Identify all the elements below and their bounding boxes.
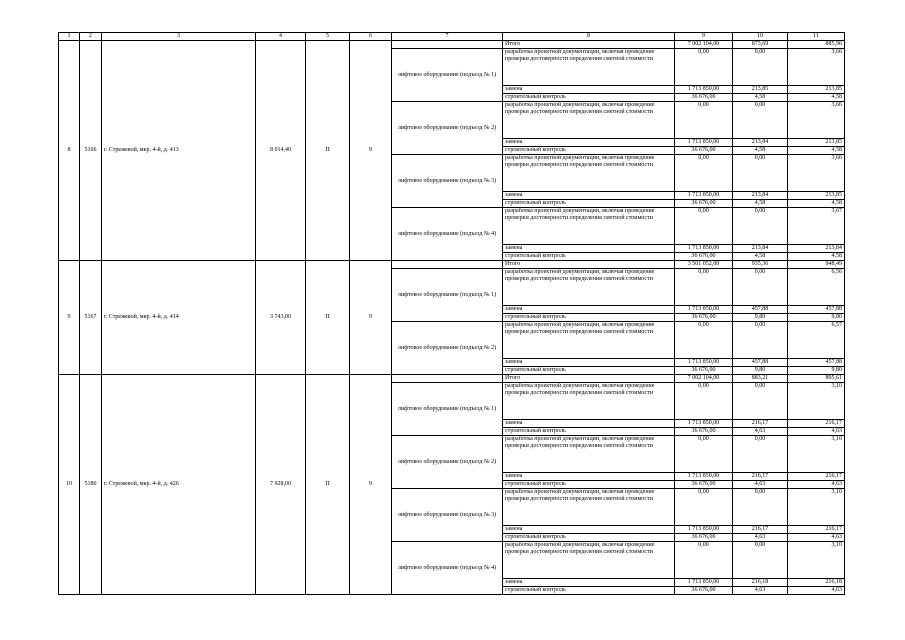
cost-total: 1 713 850,00 — [675, 579, 733, 587]
row-number: 9 — [59, 261, 80, 375]
cost-per-sqm: 4,63 — [733, 428, 788, 436]
cost-limit: 213,85 — [788, 86, 845, 94]
col-header: 3 — [102, 33, 256, 41]
cost-per-sqm: 4,63 — [733, 481, 788, 489]
cost-per-sqm: 0,00 — [733, 102, 788, 139]
cost-limit: 948,49 — [788, 261, 845, 269]
cost-limit: 3,10 — [788, 542, 845, 579]
wall-type: П — [306, 41, 350, 261]
cost-limit: 457,88 — [788, 359, 845, 367]
cost-total: 0,00 — [675, 49, 733, 86]
work-label: замена — [503, 306, 675, 314]
work-label: разработка проектной документации, включая проведение проверки достоверности определения сметной стоимости — [503, 102, 675, 139]
house-code: 5167 — [80, 261, 102, 375]
cost-limit: 213,85 — [788, 192, 845, 200]
row-number: 8 — [59, 41, 80, 261]
work-label: разработка проектной документации, включая проведение проверки достоверности определения сметной стоимости — [503, 436, 675, 473]
work-label: замена — [503, 473, 675, 481]
cost-total: 36 676,00 — [675, 200, 733, 208]
cost-limit: 216,17 — [788, 526, 845, 534]
header-row — [59, 33, 845, 41]
cost-per-sqm: 457,88 — [733, 306, 788, 314]
lift-entrance-name: лифтовое оборудование (подъезд № 2) — [392, 436, 503, 489]
empty-cell — [392, 41, 503, 49]
work-label: строительный контроль — [503, 200, 675, 208]
floor-count: 9 — [350, 41, 392, 261]
cost-per-sqm: 213,84 — [733, 192, 788, 200]
work-label: замена — [503, 579, 675, 587]
col-header: 10 — [733, 33, 788, 41]
cost-limit: 4,63 — [788, 587, 845, 595]
cost-limit: 3,66 — [788, 49, 845, 86]
work-label: Итого — [503, 375, 675, 383]
cost-limit: 885,96 — [788, 41, 845, 49]
cost-total: 1 713 850,00 — [675, 86, 733, 94]
cost-total: 36 676,00 — [675, 428, 733, 436]
lift-entrance-name: лифтовое оборудование (подъезд № 2) — [392, 322, 503, 375]
lift-entrance-name: лифтовое оборудование (подъезд № 3) — [392, 155, 503, 208]
cost-per-sqm: 216,17 — [733, 420, 788, 428]
work-label: строительный контроль — [503, 147, 675, 155]
work-label: замена — [503, 359, 675, 367]
cost-per-sqm: 883,21 — [733, 375, 788, 383]
cost-limit: 3,10 — [788, 383, 845, 420]
cost-per-sqm: 0,00 — [733, 383, 788, 420]
work-label: замена — [503, 192, 675, 200]
work-label: Итого — [503, 41, 675, 49]
work-label: замена — [503, 526, 675, 534]
cost-total: 1 713 850,00 — [675, 306, 733, 314]
lift-entrance-name: лифтовое оборудование (подъезд № 4) — [392, 208, 503, 261]
cost-limit: 4,58 — [788, 253, 845, 261]
lift-entrance-name: лифтовое оборудование (подъезд № 1) — [392, 49, 503, 102]
table-body — [59, 41, 845, 595]
work-label: разработка проектной документации, включая проведение проверки достоверности определения сметной стоимости — [503, 489, 675, 526]
floor-count: 9 — [350, 261, 392, 375]
row-number: 10 — [59, 375, 80, 595]
work-label: строительный контроль — [503, 587, 675, 595]
house-address: г. Стрежевой, мкр. 4-й, д. 413 — [102, 41, 256, 261]
work-label: разработка проектной документации, включая проведение проверки достоверности определения сметной стоимости — [503, 269, 675, 306]
cost-limit: 216,17 — [788, 473, 845, 481]
cost-limit: 4,58 — [788, 147, 845, 155]
cost-per-sqm: 4,58 — [733, 200, 788, 208]
cost-per-sqm: 873,69 — [733, 41, 788, 49]
cost-per-sqm: 0,00 — [733, 542, 788, 579]
work-label: строительный контроль — [503, 534, 675, 542]
work-label: разработка проектной документации, включая проведение проверки достоверности определения сметной стоимости — [503, 155, 675, 192]
work-label: разработка проектной документации, включая проведение проверки достоверности определения сметной стоимости — [503, 383, 675, 420]
cost-limit: 6,57 — [788, 322, 845, 359]
cost-per-sqm: 0,00 — [733, 322, 788, 359]
cost-per-sqm: 213,84 — [733, 139, 788, 147]
cost-limit: 6,56 — [788, 269, 845, 306]
cost-per-sqm: 4,63 — [733, 534, 788, 542]
cost-total: 36 676,00 — [675, 94, 733, 102]
wall-type: П — [306, 375, 350, 595]
cost-total: 1 713 850,00 — [675, 420, 733, 428]
lift-entrance-name: лифтовое оборудование (подъезд № 1) — [392, 269, 503, 322]
cost-limit: 3,10 — [788, 436, 845, 473]
cost-limit: 9,80 — [788, 367, 845, 375]
cost-total: 1 713 850,00 — [675, 473, 733, 481]
work-label: разработка проектной документации, включая проведение проверки достоверности определения сметной стоимости — [503, 542, 675, 579]
wall-type: П — [306, 261, 350, 375]
house-code: 5180 — [80, 375, 102, 595]
cost-total: 0,00 — [675, 489, 733, 526]
cost-per-sqm: 0,00 — [733, 155, 788, 192]
floor-count: 9 — [350, 375, 392, 595]
work-label: замена — [503, 420, 675, 428]
cost-per-sqm: 0,00 — [733, 436, 788, 473]
cost-limit: 4,63 — [788, 428, 845, 436]
cost-total: 36 676,00 — [675, 481, 733, 489]
col-header: 7 — [392, 33, 503, 41]
house-code: 5166 — [80, 41, 102, 261]
cost-per-sqm: 4,63 — [733, 587, 788, 595]
col-header: 11 — [788, 33, 845, 41]
cost-per-sqm: 935,36 — [733, 261, 788, 269]
cost-total: 1 713 850,00 — [675, 526, 733, 534]
work-label: строительный контроль — [503, 314, 675, 322]
cost-limit: 3,67 — [788, 208, 845, 245]
cost-total: 36 676,00 — [675, 253, 733, 261]
table-row — [59, 261, 845, 269]
col-header: 6 — [350, 33, 392, 41]
cost-limit: 213,84 — [788, 245, 845, 253]
empty-cell — [392, 261, 503, 269]
cost-per-sqm: 9,80 — [733, 367, 788, 375]
col-header: 8 — [503, 33, 675, 41]
cost-limit: 4,63 — [788, 481, 845, 489]
work-label: разработка проектной документации, включая проведение проверки достоверности определения сметной стоимости — [503, 322, 675, 359]
work-label: замена — [503, 139, 675, 147]
cost-total: 36 676,00 — [675, 587, 733, 595]
cost-total: 36 676,00 — [675, 534, 733, 542]
capital-repair-table — [58, 32, 845, 595]
cost-limit: 4,63 — [788, 534, 845, 542]
col-header: 9 — [675, 33, 733, 41]
lift-entrance-name: лифтовое оборудование (подъезд № 3) — [392, 489, 503, 542]
col-header: 4 — [256, 33, 306, 41]
table-row — [59, 41, 845, 49]
cost-per-sqm: 9,80 — [733, 314, 788, 322]
cost-per-sqm: 0,00 — [733, 208, 788, 245]
cost-total: 36 676,00 — [675, 147, 733, 155]
cost-total: 0,00 — [675, 155, 733, 192]
cost-per-sqm: 0,00 — [733, 269, 788, 306]
cost-per-sqm: 216,18 — [733, 579, 788, 587]
cost-limit: 457,88 — [788, 306, 845, 314]
lift-entrance-name: лифтовое оборудование (подъезд № 2) — [392, 102, 503, 155]
cost-total: 1 713 850,00 — [675, 192, 733, 200]
cost-per-sqm: 216,17 — [733, 526, 788, 534]
work-label: разработка проектной документации, включая проведение проверки достоверности определения сметной стоимости — [503, 49, 675, 86]
cost-total: 36 676,00 — [675, 314, 733, 322]
cost-total: 7 002 104,00 — [675, 41, 733, 49]
cost-total: 7 002 104,00 — [675, 375, 733, 383]
cost-total: 1 713 850,00 — [675, 245, 733, 253]
col-header: 5 — [306, 33, 350, 41]
house-address: г. Стрежевой, мкр. 4-й, д. 414 — [102, 261, 256, 375]
cost-total: 0,00 — [675, 322, 733, 359]
work-label: Итого — [503, 261, 675, 269]
work-label: строительный контроль — [503, 481, 675, 489]
house-area: 7 928,00 — [256, 375, 306, 595]
cost-per-sqm: 4,58 — [733, 147, 788, 155]
cost-per-sqm: 0,00 — [733, 49, 788, 86]
cost-total: 0,00 — [675, 542, 733, 579]
lift-entrance-name: лифтовое оборудование (подъезд № 4) — [392, 542, 503, 595]
cost-limit: 3,10 — [788, 489, 845, 526]
cost-per-sqm: 0,00 — [733, 489, 788, 526]
cost-limit: 216,18 — [788, 579, 845, 587]
work-label: замена — [503, 86, 675, 94]
col-header: 1 — [59, 33, 80, 41]
cost-total: 0,00 — [675, 436, 733, 473]
cost-limit: 4,58 — [788, 200, 845, 208]
cost-total: 1 713 850,00 — [675, 359, 733, 367]
cost-per-sqm: 4,58 — [733, 253, 788, 261]
cost-limit: 9,80 — [788, 314, 845, 322]
cost-total: 1 713 850,00 — [675, 139, 733, 147]
cost-total: 0,00 — [675, 383, 733, 420]
cost-per-sqm: 216,17 — [733, 473, 788, 481]
cost-per-sqm: 213,85 — [733, 86, 788, 94]
cost-limit: 3,66 — [788, 102, 845, 139]
cost-per-sqm: 457,88 — [733, 359, 788, 367]
cost-per-sqm: 4,58 — [733, 94, 788, 102]
col-header: 2 — [80, 33, 102, 41]
table-row — [59, 375, 845, 383]
cost-limit: 213,85 — [788, 139, 845, 147]
work-label: строительный контроль — [503, 253, 675, 261]
work-label: строительный контроль — [503, 428, 675, 436]
work-label: строительный контроль — [503, 367, 675, 375]
lift-entrance-name: лифтовое оборудование (подъезд № 1) — [392, 383, 503, 436]
cost-total: 3 501 052,00 — [675, 261, 733, 269]
cost-total: 0,00 — [675, 269, 733, 306]
cost-limit: 4,58 — [788, 94, 845, 102]
house-address: г. Стрежевой, мкр. 4-й, д. 426 — [102, 375, 256, 595]
work-label: строительный контроль — [503, 94, 675, 102]
work-label: замена — [503, 245, 675, 253]
cost-limit: 3,66 — [788, 155, 845, 192]
cost-total: 0,00 — [675, 208, 733, 245]
empty-cell — [392, 375, 503, 383]
work-label: разработка проектной документации, включая проведение проверки достоверности определения сметной стоимости — [503, 208, 675, 245]
cost-limit: 216,17 — [788, 420, 845, 428]
house-area: 8 014,40 — [256, 41, 306, 261]
cost-per-sqm: 213,84 — [733, 245, 788, 253]
cost-total: 36 676,00 — [675, 367, 733, 375]
cost-limit: 895,61 — [788, 375, 845, 383]
house-area: 3 743,00 — [256, 261, 306, 375]
cost-total: 0,00 — [675, 102, 733, 139]
